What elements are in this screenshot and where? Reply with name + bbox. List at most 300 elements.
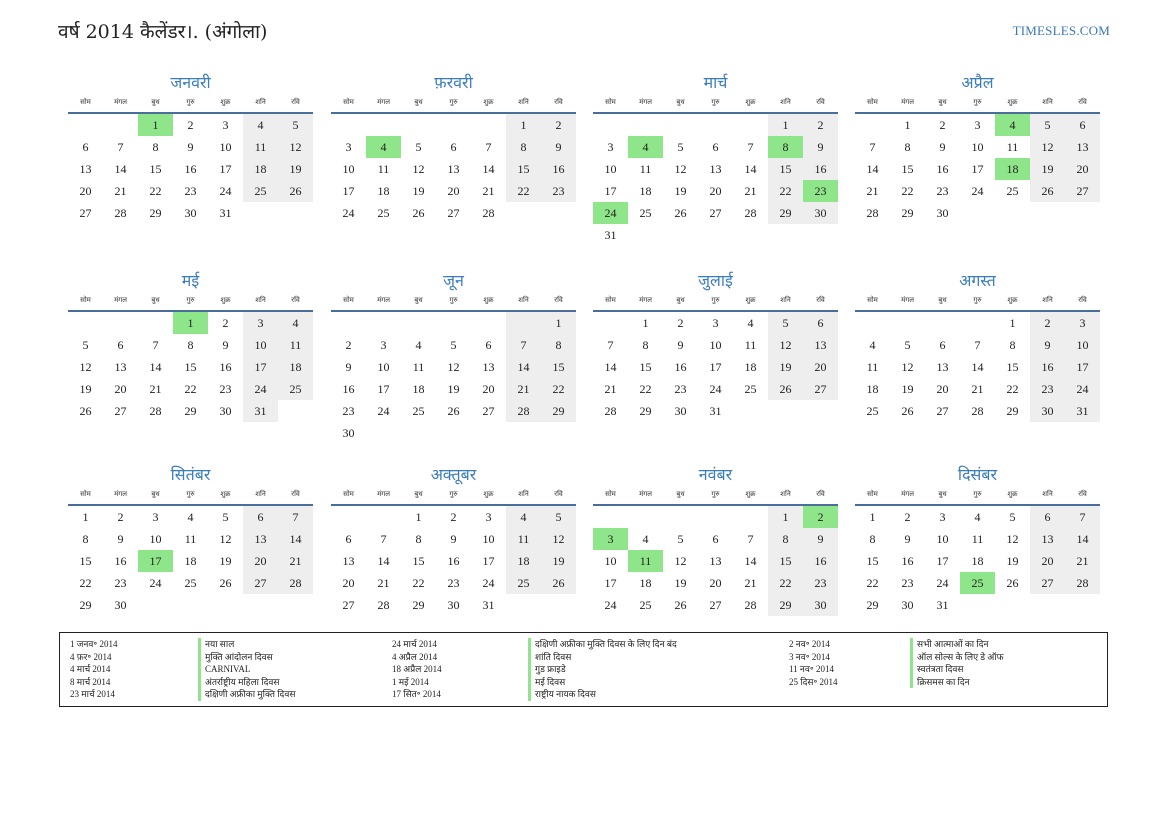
empty-cell [663, 114, 698, 136]
day-cell: 17 [377, 382, 390, 396]
empty-cell [925, 312, 960, 334]
site-link[interactable]: TIMESLES.COM [1012, 23, 1110, 38]
day-cell: 13 [447, 162, 460, 176]
day-grid [68, 114, 313, 224]
weekday-label: सोम [343, 490, 354, 498]
weekday-header [68, 488, 313, 506]
empty-cell [628, 224, 663, 246]
day-cell: 31 [243, 400, 278, 422]
day-cell: 22 [412, 576, 425, 590]
day-cell: 11 [971, 532, 984, 546]
month-block [68, 464, 313, 616]
day-cell: 10 [342, 162, 355, 176]
day-cell: 22 [541, 378, 576, 400]
day-cell: 9 [450, 532, 457, 546]
month-name: फ़रवरी [434, 73, 473, 92]
weekday-header [855, 96, 1100, 114]
weekday-label: शुक्र [220, 490, 231, 498]
month-block [855, 72, 1100, 224]
empty-cell [436, 114, 471, 136]
day-cell: 23 [114, 576, 127, 590]
day-cell: 27 [243, 572, 278, 594]
day-cell: 21 [1065, 550, 1100, 572]
day-cell: 12 [412, 162, 425, 176]
month-name: दिसंबर [957, 465, 998, 484]
legend-date: 8 मार्च 2014 [70, 676, 111, 687]
day-cell: 24 [936, 576, 949, 590]
day-cell: 24 [243, 378, 278, 400]
weekday-label: सोम [343, 98, 354, 106]
day-cell: 27 [79, 206, 92, 220]
day-cell: 28 [506, 400, 541, 422]
day-cell: 28 [482, 206, 495, 220]
day-cell: 19 [541, 550, 576, 572]
legend-holiday-name: मुक्ति आंदोलन दिवस [205, 651, 273, 662]
day-cell: 20 [447, 184, 460, 198]
day-cell: 17 [971, 162, 984, 176]
empty-cell [471, 312, 506, 334]
day-cell: 7 [506, 334, 541, 356]
legend-dates-col-3 [789, 638, 838, 688]
day-cell: 21 [149, 382, 162, 396]
empty-cell [1030, 594, 1065, 616]
day-cell: 7 [869, 140, 876, 154]
weekday-header [68, 294, 313, 312]
day-cell: 2 [541, 114, 576, 136]
weekday-header [331, 294, 576, 312]
day-cell: 29 [149, 206, 162, 220]
weekday-label: शुक्र [1007, 296, 1018, 304]
day-cell: 9 [222, 338, 229, 352]
day-cell: 19 [447, 382, 460, 396]
legend-dates-col-1 [70, 638, 118, 701]
weekday-label: रवि [1078, 98, 1087, 106]
day-cell: 5 [450, 338, 457, 352]
day-cell: 23 [219, 382, 232, 396]
weekday-label: शुक्र [745, 98, 756, 106]
month-block [855, 464, 1100, 616]
day-cell: 25 [506, 572, 541, 594]
empty-cell [1030, 202, 1065, 224]
day-cell: 25 [866, 404, 879, 418]
day-cell: 21 [744, 576, 757, 590]
weekday-label: शनि [780, 296, 791, 304]
day-cell: 15 [412, 554, 425, 568]
day-cell: 16 [219, 360, 232, 374]
day-cell: 9 [345, 360, 352, 374]
day-cell: 22 [184, 382, 197, 396]
weekday-label: गुरु [186, 490, 195, 498]
legend-names-col-3 [910, 638, 1004, 688]
day-cell: 19 [278, 158, 313, 180]
day-cell: 29 [768, 202, 803, 224]
day-cell: 12 [447, 360, 460, 374]
weekday-label: शनि [780, 98, 791, 106]
weekday-label: मंगल [114, 98, 127, 106]
day-cell: 13 [709, 554, 722, 568]
empty-cell [366, 506, 401, 528]
day-cell: 20 [1030, 550, 1065, 572]
weekday-label: बुध [938, 98, 947, 106]
empty-cell [995, 202, 1030, 224]
day-cell: 16 [901, 554, 914, 568]
day-cell: 13 [79, 162, 92, 176]
legend-holiday-name: CARNIVAL [205, 664, 251, 675]
weekday-label: मंगल [377, 98, 390, 106]
day-cell: 26 [768, 378, 803, 400]
weekday-label: गुरु [711, 296, 720, 304]
day-cell: 16 [803, 550, 838, 572]
day-cell: 9 [803, 528, 838, 550]
day-cell: 19 [79, 382, 92, 396]
day-cell: 18 [639, 576, 652, 590]
day-cell: 16 [541, 158, 576, 180]
empty-cell [768, 224, 803, 246]
month-name: जून [443, 271, 464, 290]
empty-cell [628, 506, 663, 528]
empty-cell [138, 312, 173, 334]
day-cell: 6 [117, 338, 124, 352]
empty-cell [366, 114, 401, 136]
empty-cell [401, 422, 436, 444]
weekday-label: मंगल [639, 296, 652, 304]
day-cell: 7 [152, 338, 159, 352]
day-cell: 14 [971, 360, 984, 374]
empty-cell [331, 312, 366, 334]
month-block [593, 270, 838, 422]
day-cell: 13 [1065, 136, 1100, 158]
day-cell: 16 [1030, 356, 1065, 378]
day-cell: 14 [604, 360, 617, 374]
day-cell: 21 [278, 550, 313, 572]
empty-cell [471, 114, 506, 136]
day-cell: 5 [1009, 510, 1016, 524]
day-cell: 2 [1030, 312, 1065, 334]
day-cell: 14 [1065, 528, 1100, 550]
day-cell: 1 [173, 312, 208, 334]
day-cell: 11 [744, 338, 757, 352]
day-cell: 2 [345, 338, 352, 352]
day-cell: 11 [377, 162, 390, 176]
weekday-label: सोम [867, 296, 878, 304]
day-cell: 25 [960, 572, 995, 594]
day-cell: 10 [243, 334, 278, 356]
legend-holiday-name: क्रिसमस का दिन [917, 676, 970, 687]
empty-cell [541, 202, 576, 224]
day-cell: 19 [768, 356, 803, 378]
day-cell: 7 [747, 140, 754, 154]
day-cell: 8 [768, 528, 803, 550]
month-block [855, 270, 1100, 422]
day-cell: 14 [744, 162, 757, 176]
day-cell: 4 [187, 510, 194, 524]
month-name: अगस्त [959, 271, 996, 290]
day-cell: 6 [803, 312, 838, 334]
day-cell: 12 [1006, 532, 1019, 546]
day-grid [855, 312, 1100, 422]
day-cell: 30 [674, 404, 687, 418]
month-block [593, 464, 838, 616]
day-cell: 3 [345, 140, 352, 154]
day-cell: 5 [768, 312, 803, 334]
day-cell: 15 [1006, 360, 1019, 374]
weekday-label: मंगल [639, 490, 652, 498]
legend-date: 11 नव॰ 2014 [789, 664, 834, 675]
day-cell: 1 [642, 316, 649, 330]
day-cell: 26 [219, 576, 232, 590]
weekday-label: गुरु [973, 296, 982, 304]
empty-cell [366, 422, 401, 444]
legend-holiday-name: दक्षिणी अफ्रीका मुक्ति दिवस के लिए दिन बंद [535, 639, 677, 649]
day-cell: 1 [82, 510, 89, 524]
day-cell: 18 [639, 184, 652, 198]
empty-cell [243, 594, 278, 616]
day-cell: 13 [114, 360, 127, 374]
weekday-label: शुक्र [1007, 490, 1018, 498]
weekday-label: रवि [291, 490, 300, 498]
weekday-label: गुरु [186, 296, 195, 304]
day-cell: 10 [604, 162, 617, 176]
day-cell: 15 [79, 554, 92, 568]
day-cell: 10 [971, 140, 984, 154]
legend-holiday-name: अंतर्राष्ट्रीय महिला दिवस [205, 676, 280, 687]
day-cell: 18 [995, 158, 1030, 180]
day-cell: 28 [744, 206, 757, 220]
weekday-label: गुरु [711, 98, 720, 106]
day-cell: 2 [677, 316, 684, 330]
day-cell: 24 [593, 202, 628, 224]
weekday-header [331, 96, 576, 114]
weekday-header [593, 96, 838, 114]
day-cell: 2 [117, 510, 124, 524]
weekday-label: रवि [1078, 296, 1087, 304]
legend-date: 23 मार्च 2014 [70, 689, 115, 700]
day-cell: 6 [243, 506, 278, 528]
day-cell: 5 [541, 506, 576, 528]
day-cell: 11 [412, 360, 425, 374]
legend-date: 17 सित॰ 2014 [392, 689, 441, 700]
weekday-label: शुक्र [745, 296, 756, 304]
day-cell: 20 [482, 382, 495, 396]
day-cell: 3 [222, 118, 229, 132]
day-cell: 14 [114, 162, 127, 176]
day-cell: 7 [278, 506, 313, 528]
day-cell: 8 [642, 338, 649, 352]
day-cell: 19 [674, 184, 687, 198]
day-cell: 31 [604, 228, 617, 242]
day-cell: 23 [447, 576, 460, 590]
day-cell: 8 [415, 532, 422, 546]
empty-cell [506, 312, 541, 334]
empty-cell [103, 114, 138, 136]
weekday-label: सोम [80, 490, 91, 498]
legend-dates-col-2 [392, 638, 442, 701]
day-grid [593, 114, 838, 246]
weekday-label: शनि [518, 296, 529, 304]
weekday-label: मंगल [377, 490, 390, 498]
empty-cell [436, 422, 471, 444]
legend-holiday-name: सभी आत्माओं का दिन [917, 639, 989, 649]
legend-date: 18 अप्रैल 2014 [392, 664, 442, 675]
day-cell: 6 [1065, 114, 1100, 136]
day-cell: 5 [904, 338, 911, 352]
weekday-label: गुरु [973, 490, 982, 498]
month-name: सितंबर [170, 465, 211, 484]
day-cell: 20 [79, 184, 92, 198]
day-cell: 13 [482, 360, 495, 374]
day-cell: 4 [642, 532, 649, 546]
day-cell: 11 [639, 162, 652, 176]
day-cell: 4 [869, 338, 876, 352]
day-grid [331, 506, 576, 616]
empty-cell [733, 506, 768, 528]
day-cell: 16 [803, 158, 838, 180]
day-cell: 22 [768, 180, 803, 202]
day-cell: 19 [1030, 158, 1065, 180]
weekday-header [593, 294, 838, 312]
day-cell: 22 [79, 576, 92, 590]
legend-holiday-name: स्वतंत्रता दिवस [917, 664, 964, 675]
weekday-label: मंगल [114, 490, 127, 498]
day-cell: 26 [278, 180, 313, 202]
legend-holiday-name: शांति दिवस [535, 651, 572, 662]
day-cell: 14 [149, 360, 162, 374]
weekday-header [593, 488, 838, 506]
empty-cell [733, 114, 768, 136]
day-cell: 31 [936, 598, 949, 612]
day-cell: 27 [1065, 180, 1100, 202]
month-block [331, 72, 576, 224]
day-cell: 7 [974, 338, 981, 352]
empty-cell [733, 400, 768, 422]
day-cell: 29 [184, 404, 197, 418]
day-cell: 19 [901, 382, 914, 396]
day-cell: 9 [187, 140, 194, 154]
day-cell: 13 [243, 528, 278, 550]
day-cell: 17 [219, 162, 232, 176]
weekday-label: सोम [867, 98, 878, 106]
legend-holiday-name: मई दिवस [535, 676, 566, 687]
empty-cell [506, 594, 541, 616]
weekday-label: शुक्र [483, 296, 494, 304]
day-cell: 14 [506, 356, 541, 378]
empty-cell [173, 594, 208, 616]
day-cell: 1 [415, 510, 422, 524]
legend-names-col-2 [528, 638, 677, 701]
day-cell: 25 [639, 598, 652, 612]
day-cell: 9 [803, 136, 838, 158]
day-cell: 3 [712, 316, 719, 330]
weekday-header [855, 294, 1100, 312]
day-cell: 6 [939, 338, 946, 352]
day-cell: 2 [222, 316, 229, 330]
month-name: मार्च [703, 73, 728, 92]
day-cell: 3 [974, 118, 981, 132]
day-cell: 18 [412, 382, 425, 396]
day-cell: 11 [866, 360, 879, 374]
weekday-label: शुक्र [220, 98, 231, 106]
weekday-label: शनि [255, 296, 266, 304]
day-cell: 15 [184, 360, 197, 374]
day-cell: 22 [866, 576, 879, 590]
day-cell: 25 [377, 206, 390, 220]
day-cell: 21 [604, 382, 617, 396]
legend-date: 25 दिस॰ 2014 [789, 676, 838, 687]
day-cell: 27 [709, 598, 722, 612]
weekday-header [331, 488, 576, 506]
day-cell: 20 [243, 550, 278, 572]
day-cell: 11 [278, 334, 313, 356]
day-cell: 8 [82, 532, 89, 546]
weekday-label: बुध [414, 296, 423, 304]
empty-cell [593, 114, 628, 136]
day-cell: 28 [604, 404, 617, 418]
day-cell: 19 [674, 576, 687, 590]
day-cell: 5 [278, 114, 313, 136]
empty-cell [366, 312, 401, 334]
day-cell: 10 [219, 140, 232, 154]
day-cell: 17 [1065, 356, 1100, 378]
legend-holiday-name: राष्ट्रीय नायक दिवस [535, 689, 596, 700]
day-cell: 18 [506, 550, 541, 572]
day-cell: 20 [709, 576, 722, 590]
day-cell: 2 [450, 510, 457, 524]
weekday-label: बुध [676, 490, 685, 498]
day-cell: 10 [1065, 334, 1100, 356]
day-cell: 24 [709, 382, 722, 396]
day-cell: 16 [936, 162, 949, 176]
day-cell: 17 [709, 360, 722, 374]
day-cell: 30 [803, 594, 838, 616]
day-cell: 10 [377, 360, 390, 374]
weekday-label: गुरु [186, 98, 195, 106]
day-cell: 29 [901, 206, 914, 220]
day-cell: 25 [639, 206, 652, 220]
day-cell: 26 [1006, 576, 1019, 590]
day-cell: 26 [674, 598, 687, 612]
empty-cell [278, 594, 313, 616]
weekday-label: शुक्र [483, 98, 494, 106]
day-cell: 29 [541, 400, 576, 422]
day-cell: 3 [380, 338, 387, 352]
day-cell: 28 [1065, 572, 1100, 594]
weekday-label: शुक्र [1007, 98, 1018, 106]
legend-date: 4 मार्च 2014 [70, 664, 111, 675]
day-cell: 11 [506, 528, 541, 550]
day-cell: 2 [803, 114, 838, 136]
day-cell: 9 [904, 532, 911, 546]
weekday-label: सोम [605, 296, 616, 304]
day-cell: 30 [219, 404, 232, 418]
day-cell: 15 [768, 158, 803, 180]
day-cell: 1 [869, 510, 876, 524]
weekday-header [855, 488, 1100, 506]
day-grid [68, 506, 313, 616]
day-cell: 23 [936, 184, 949, 198]
day-cell: 23 [541, 180, 576, 202]
weekday-label: रवि [816, 490, 825, 498]
day-cell: 19 [219, 554, 232, 568]
empty-cell [68, 114, 103, 136]
day-grid [593, 312, 838, 422]
empty-cell [803, 400, 838, 422]
day-cell: 23 [674, 382, 687, 396]
day-cell: 23 [1030, 378, 1065, 400]
day-cell: 5 [677, 532, 684, 546]
day-cell: 23 [803, 180, 838, 202]
day-cell: 2 [904, 510, 911, 524]
empty-cell [471, 422, 506, 444]
